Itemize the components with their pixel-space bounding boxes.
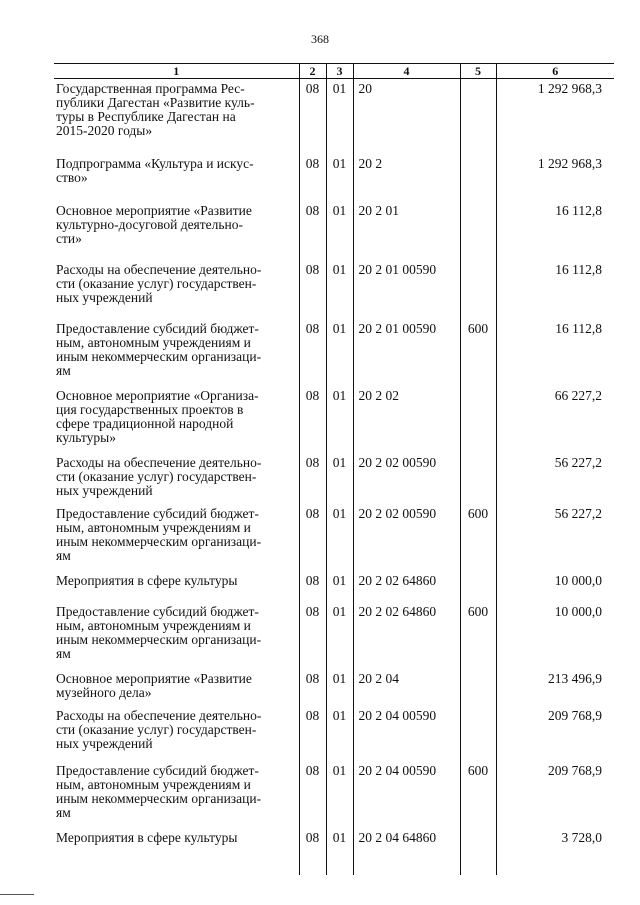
row-expense-type: 600	[460, 504, 496, 571]
row-section: 08	[299, 669, 326, 706]
row-expense-type: 600	[460, 761, 496, 828]
row-name: Расходы на обеспечение деятельно- сти (оказание услуг) государствен- ных учреждений	[54, 706, 299, 761]
row-target-code: 20 2 02	[353, 386, 460, 453]
table-row	[54, 706, 614, 761]
row-subsection: 01	[326, 260, 353, 319]
budget-table	[54, 63, 614, 875]
row-expense-type	[460, 669, 496, 706]
row-section: 08	[299, 453, 326, 504]
row-section: 08	[299, 828, 326, 875]
header-row	[54, 64, 614, 79]
table-row	[54, 386, 614, 453]
column-header-6: 6	[496, 64, 614, 79]
row-subsection: 01	[326, 319, 353, 386]
row-amount: 209 768,9	[496, 761, 614, 828]
row-target-code: 20	[353, 79, 460, 155]
row-amount: 66 227,2	[496, 386, 614, 453]
row-name: Предоставление субсидий бюджет- ным, автономным учреждениям и иным некоммерческим организаци- ям	[54, 504, 299, 571]
row-target-code: 20 2 02 00590	[353, 504, 460, 571]
column-header-2: 2	[299, 64, 326, 79]
column-header-3: 3	[326, 64, 353, 79]
row-amount: 1 292 968,3	[496, 79, 614, 155]
row-name: Государственная программа Рес- публики Дагестан «Развитие куль- туры в Республике Дагестан на 2015-2020 годы»	[54, 79, 299, 155]
row-expense-type	[460, 79, 496, 155]
table-row	[54, 260, 614, 319]
row-target-code: 20 2 01	[353, 201, 460, 260]
row-target-code: 20 2 02 64860	[353, 571, 460, 602]
row-name: Предоставление субсидий бюджет- ным, автономным учреждениям и иным некоммерческим организаци- ям	[54, 761, 299, 828]
row-amount: 56 227,2	[496, 504, 614, 571]
row-target-code: 20 2 02 64860	[353, 602, 460, 669]
column-header-4: 4	[353, 64, 460, 79]
row-subsection: 01	[326, 669, 353, 706]
row-name: Основное мероприятие «Организа- ция государственных проектов в сфере традиционной народной культуры»	[54, 386, 299, 453]
row-expense-type: 600	[460, 602, 496, 669]
row-amount: 1 292 968,3	[496, 154, 614, 201]
table-row	[54, 319, 614, 386]
row-amount: 16 112,8	[496, 201, 614, 260]
row-expense-type	[460, 828, 496, 875]
row-target-code: 20 2 04 64860	[353, 828, 460, 875]
row-section: 08	[299, 706, 326, 761]
table-row	[54, 504, 614, 571]
row-name: Подпрограмма «Культура и искус- ство»	[54, 154, 299, 201]
row-name: Расходы на обеспечение деятельно- сти (оказание услуг) государствен- ных учреждений	[54, 260, 299, 319]
row-name: Основное мероприятие «Развитие музейного дела»	[54, 669, 299, 706]
table-row	[54, 79, 614, 155]
row-expense-type	[460, 260, 496, 319]
row-section: 08	[299, 319, 326, 386]
row-amount: 56 227,2	[496, 453, 614, 504]
row-amount: 213 496,9	[496, 669, 614, 706]
row-name: Основное мероприятие «Развитие культурно-досуговой деятельно- сти»	[54, 201, 299, 260]
row-subsection: 01	[326, 453, 353, 504]
row-section: 08	[299, 602, 326, 669]
row-target-code: 20 2 01 00590	[353, 260, 460, 319]
row-section: 08	[299, 79, 326, 155]
row-expense-type	[460, 201, 496, 260]
row-target-code: 20 2 04 00590	[353, 706, 460, 761]
table-row	[54, 828, 614, 875]
row-amount: 16 112,8	[496, 260, 614, 319]
page-edge-mark	[0, 894, 34, 895]
row-expense-type: 600	[460, 319, 496, 386]
row-subsection: 01	[326, 706, 353, 761]
row-expense-type	[460, 386, 496, 453]
row-subsection: 01	[326, 504, 353, 571]
table-row	[54, 571, 614, 602]
row-subsection: 01	[326, 386, 353, 453]
row-section: 08	[299, 154, 326, 201]
row-subsection: 01	[326, 79, 353, 155]
row-subsection: 01	[326, 154, 353, 201]
row-amount: 3 728,0	[496, 828, 614, 875]
row-subsection: 01	[326, 201, 353, 260]
table-row	[54, 602, 614, 669]
row-section: 08	[299, 386, 326, 453]
row-subsection: 01	[326, 571, 353, 602]
row-target-code: 20 2	[353, 154, 460, 201]
row-name: Мероприятия в сфере культуры	[54, 828, 299, 875]
table-row	[54, 154, 614, 201]
row-target-code: 20 2 02 00590	[353, 453, 460, 504]
row-subsection: 01	[326, 828, 353, 875]
row-name: Мероприятия в сфере культуры	[54, 571, 299, 602]
page-number: 368	[311, 32, 329, 46]
row-section: 08	[299, 260, 326, 319]
row-target-code: 20 2 04 00590	[353, 761, 460, 828]
row-section: 08	[299, 201, 326, 260]
row-section: 08	[299, 571, 326, 602]
row-subsection: 01	[326, 761, 353, 828]
row-amount: 10 000,0	[496, 571, 614, 602]
row-name: Расходы на обеспечение деятельно- сти (оказание услуг) государствен- ных учреждений	[54, 453, 299, 504]
row-section: 08	[299, 761, 326, 828]
table-row	[54, 761, 614, 828]
row-expense-type	[460, 571, 496, 602]
table-row	[54, 201, 614, 260]
column-header-1: 1	[54, 64, 299, 79]
row-expense-type	[460, 706, 496, 761]
row-amount: 10 000,0	[496, 602, 614, 669]
row-subsection: 01	[326, 602, 353, 669]
row-name: Предоставление субсидий бюджет- ным, автономным учреждениям и иным некоммерческим организаци- ям	[54, 602, 299, 669]
row-amount: 209 768,9	[496, 706, 614, 761]
row-target-code: 20 2 01 00590	[353, 319, 460, 386]
row-section: 08	[299, 504, 326, 571]
table-row	[54, 453, 614, 504]
row-expense-type	[460, 154, 496, 201]
row-name: Предоставление субсидий бюджет- ным, автономным учреждениям и иным некоммерческим организаци- ям	[54, 319, 299, 386]
row-amount: 16 112,8	[496, 319, 614, 386]
column-header-5: 5	[460, 64, 496, 79]
table-row	[54, 669, 614, 706]
row-expense-type	[460, 453, 496, 504]
row-target-code: 20 2 04	[353, 669, 460, 706]
